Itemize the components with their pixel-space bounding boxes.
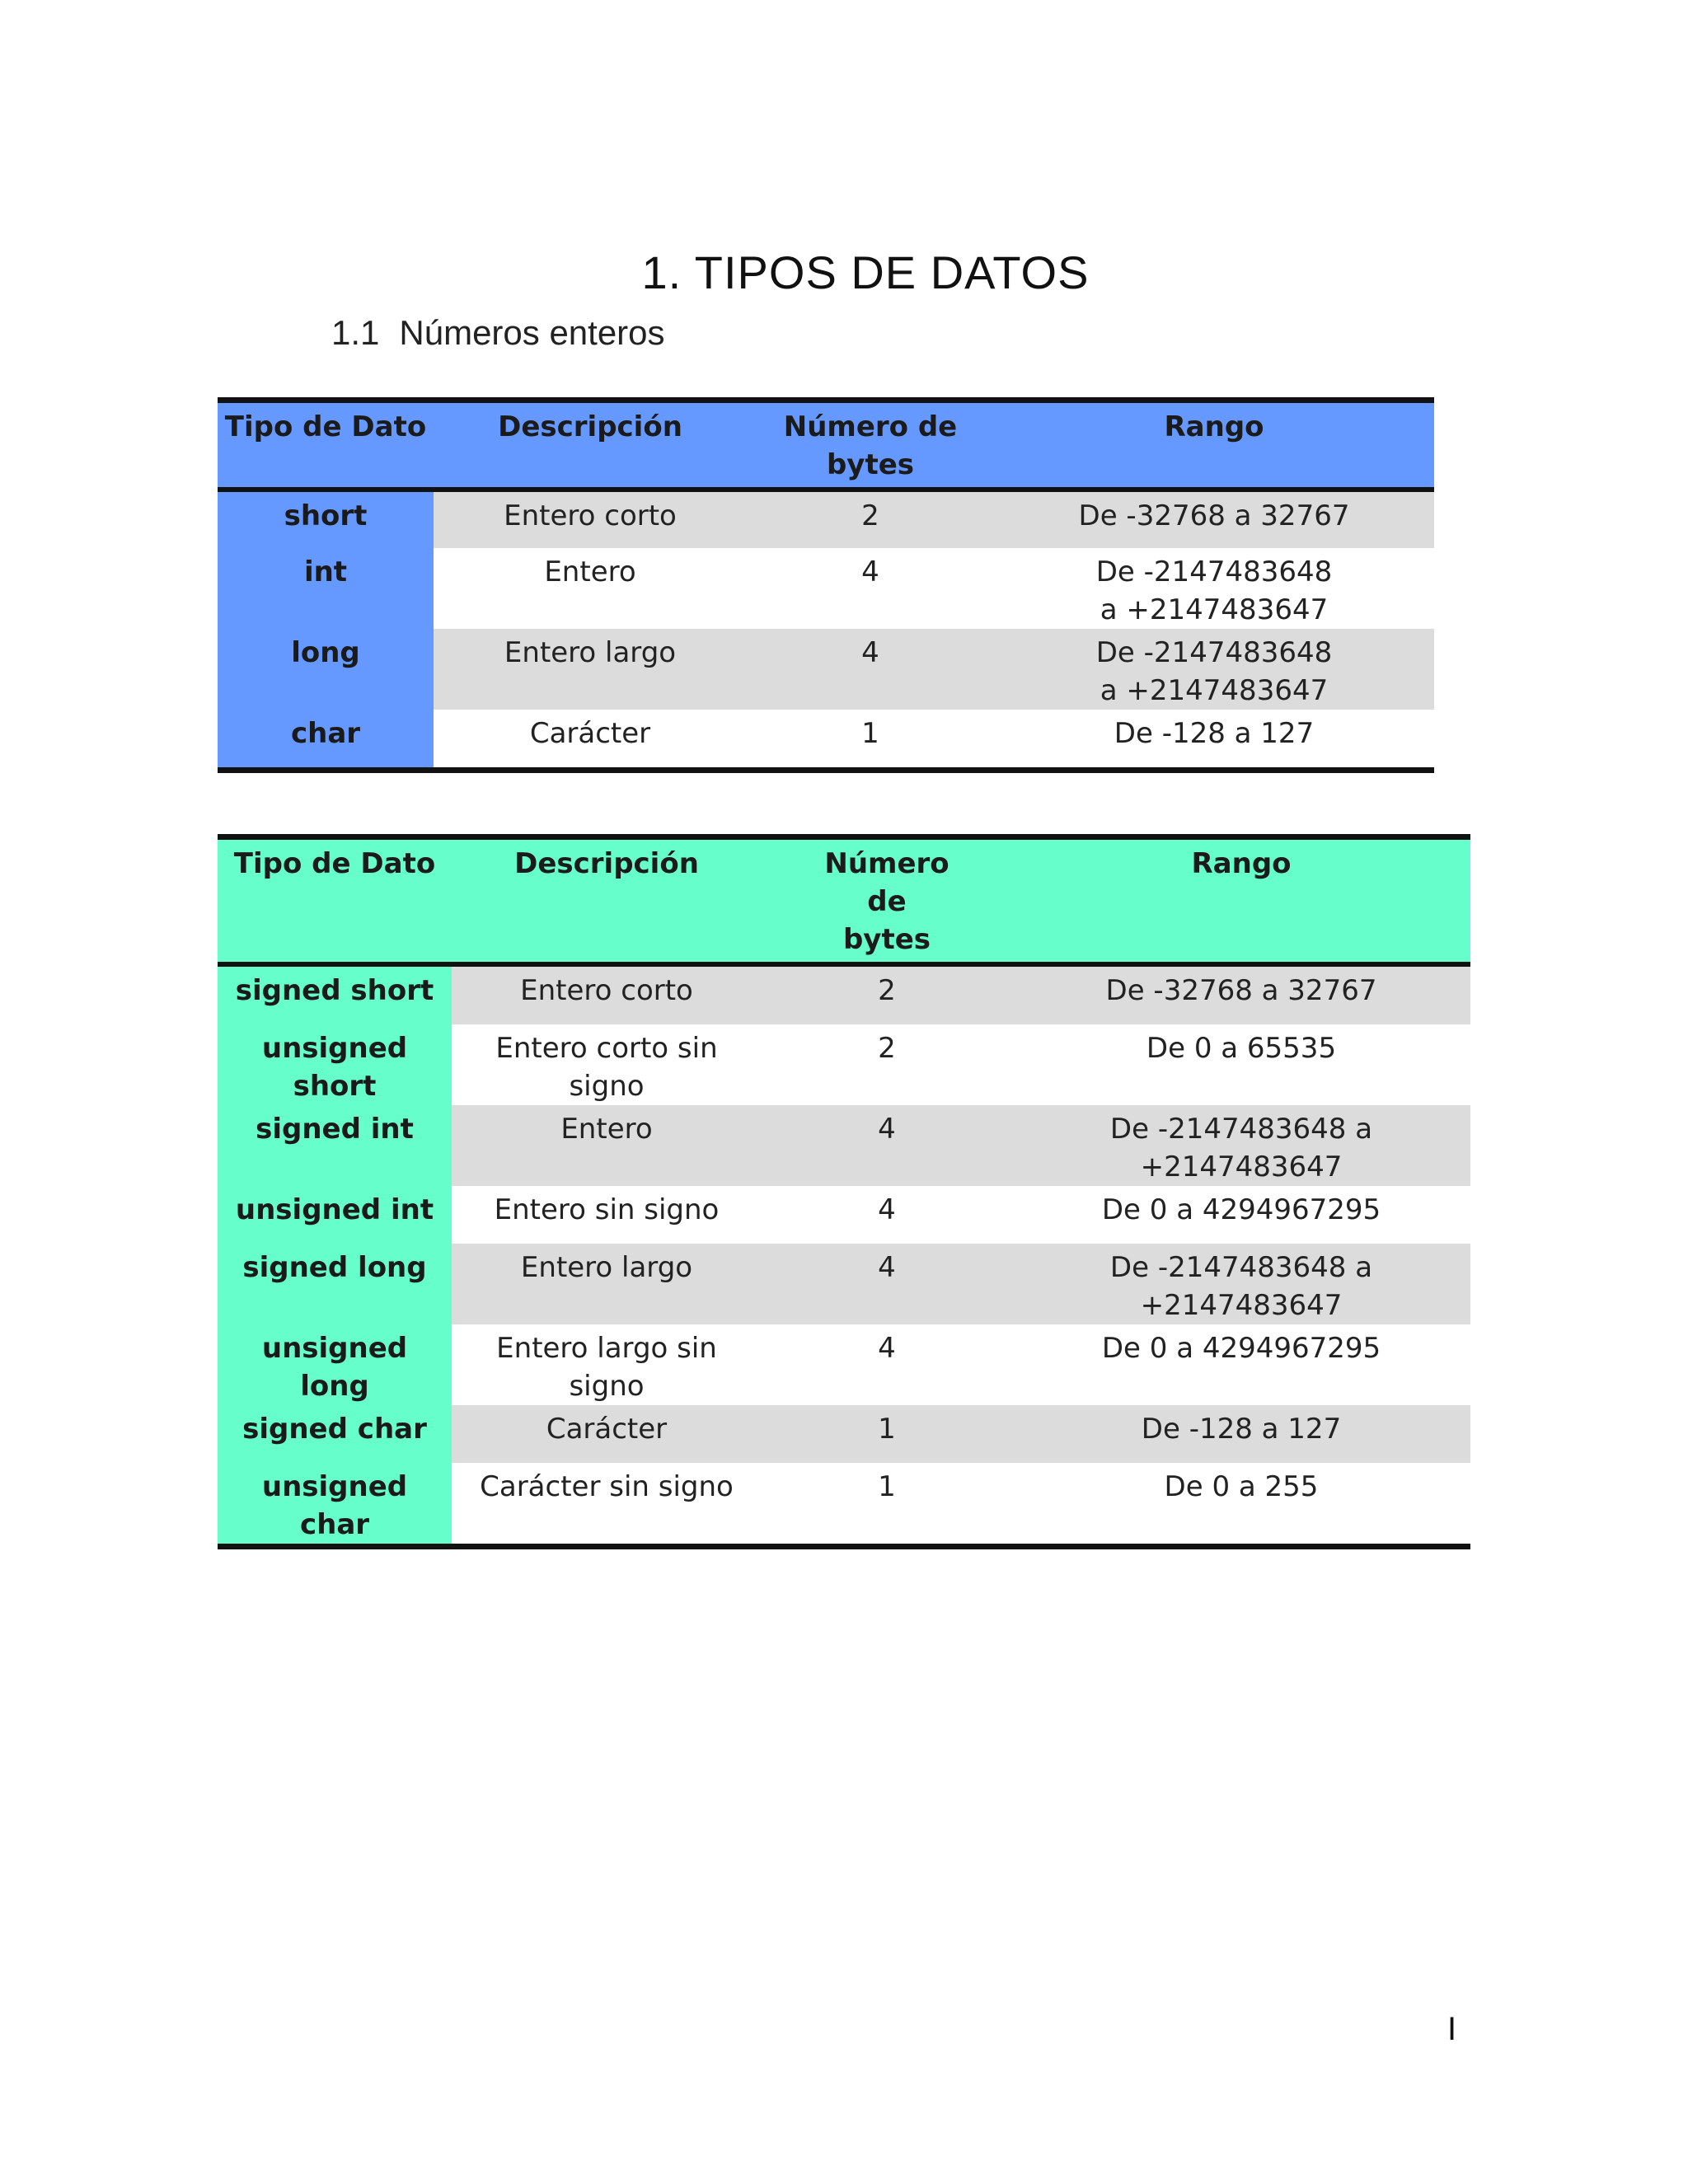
table-row [218, 1105, 1470, 1186]
cell-type: char [218, 710, 434, 771]
cell-range: De -128 a 127 [1114, 717, 1315, 750]
table-header-row [218, 837, 1470, 965]
cell-range: De 0 a 4294967295 [1101, 1332, 1381, 1365]
cell-description: Entero corto [452, 964, 762, 1024]
cell-type: short [218, 490, 434, 548]
cell-bytes: 4 [878, 1332, 896, 1365]
cell-range: De -2147483648 a +2147483647 [1012, 1105, 1470, 1186]
cell-description: Entero corto sin signo [495, 1032, 718, 1103]
col-header-range: Rango [1012, 837, 1470, 965]
cell-description: Entero corto [434, 490, 747, 548]
page-title [0, 246, 1688, 299]
col-header-bytes: Número de bytes [747, 401, 994, 490]
cell-type: unsigned int [218, 1186, 452, 1244]
col-header-description: Descripción [452, 837, 762, 965]
cell-description: Carácter [452, 1405, 762, 1463]
cell-bytes: 4 [878, 1193, 896, 1226]
cell-description: Entero [544, 555, 636, 588]
table-row [218, 710, 1434, 771]
integer-types-table [218, 397, 1434, 773]
cell-type: long [218, 629, 434, 710]
table-row [218, 629, 1434, 710]
cell-type: unsigned short [218, 1024, 452, 1105]
cell-type: unsigned long [218, 1324, 452, 1405]
section-heading [331, 313, 665, 353]
cell-type: unsigned char [218, 1463, 452, 1547]
cell-description: Entero largo sin signo [496, 1332, 717, 1403]
table-header-row [218, 401, 1434, 490]
col-header-description: Descripción [434, 401, 747, 490]
cell-range: De -2147483648 a +2147483647 [994, 629, 1434, 710]
cell-bytes: 1 [861, 717, 879, 750]
cell-bytes: 4 [762, 1244, 1012, 1324]
table-row [218, 1186, 1470, 1244]
table-row [218, 548, 1434, 629]
cell-description: Entero [452, 1105, 762, 1186]
cell-range: De -128 a 127 [1012, 1405, 1470, 1463]
cell-type: int [218, 548, 434, 629]
title-text: TIPOS DE DATOS [694, 246, 1090, 298]
cell-range: De 0 a 65535 [1146, 1032, 1337, 1065]
table-row [218, 1463, 1470, 1547]
cell-type: signed short [218, 964, 452, 1024]
cell-type: signed long [218, 1244, 452, 1324]
cell-bytes: 1 [762, 1405, 1012, 1463]
table-row [218, 1405, 1470, 1463]
table-row [218, 964, 1470, 1024]
table-row [218, 1244, 1470, 1324]
table-row [218, 490, 1434, 548]
section-text: Números enteros [399, 313, 665, 352]
cell-bytes: 4 [762, 1105, 1012, 1186]
cell-bytes: 2 [747, 490, 994, 548]
title-number: 1. [641, 246, 682, 298]
cell-range: De -2147483648 a +2147483647 [1012, 1244, 1470, 1324]
cell-range: De -2147483648 a +2147483647 [1095, 555, 1333, 626]
section-number: 1.1 [331, 313, 380, 352]
cell-range: De -32768 a 32767 [1012, 964, 1470, 1024]
cell-range: De -32768 a 32767 [994, 490, 1434, 548]
cell-description: Carácter [529, 717, 651, 750]
table-row [218, 1324, 1470, 1405]
col-header-type: Tipo de Dato [218, 837, 452, 965]
cell-type: signed char [218, 1405, 452, 1463]
signed-unsigned-types-table [218, 834, 1470, 1549]
cell-type: signed int [218, 1105, 452, 1186]
col-header-bytes: Número de bytes [762, 837, 1012, 965]
cell-bytes: 4 [861, 555, 879, 588]
col-header-type: Tipo de Dato [218, 401, 434, 490]
cell-bytes: 1 [878, 1470, 896, 1503]
cell-bytes: 2 [762, 964, 1012, 1024]
cell-bytes: 4 [747, 629, 994, 710]
cell-range: De 0 a 4294967295 [1101, 1193, 1381, 1226]
cell-description: Entero largo [452, 1244, 762, 1324]
cell-bytes: 2 [878, 1032, 896, 1065]
cell-range: De 0 a 255 [1164, 1470, 1319, 1503]
page-number: I [1447, 2011, 1457, 2047]
cell-description: Carácter sin signo [480, 1470, 734, 1503]
col-header-range: Rango [994, 401, 1434, 490]
cell-description: Entero sin signo [494, 1193, 720, 1226]
cell-description: Entero largo [434, 629, 747, 710]
table-row [218, 1024, 1470, 1105]
